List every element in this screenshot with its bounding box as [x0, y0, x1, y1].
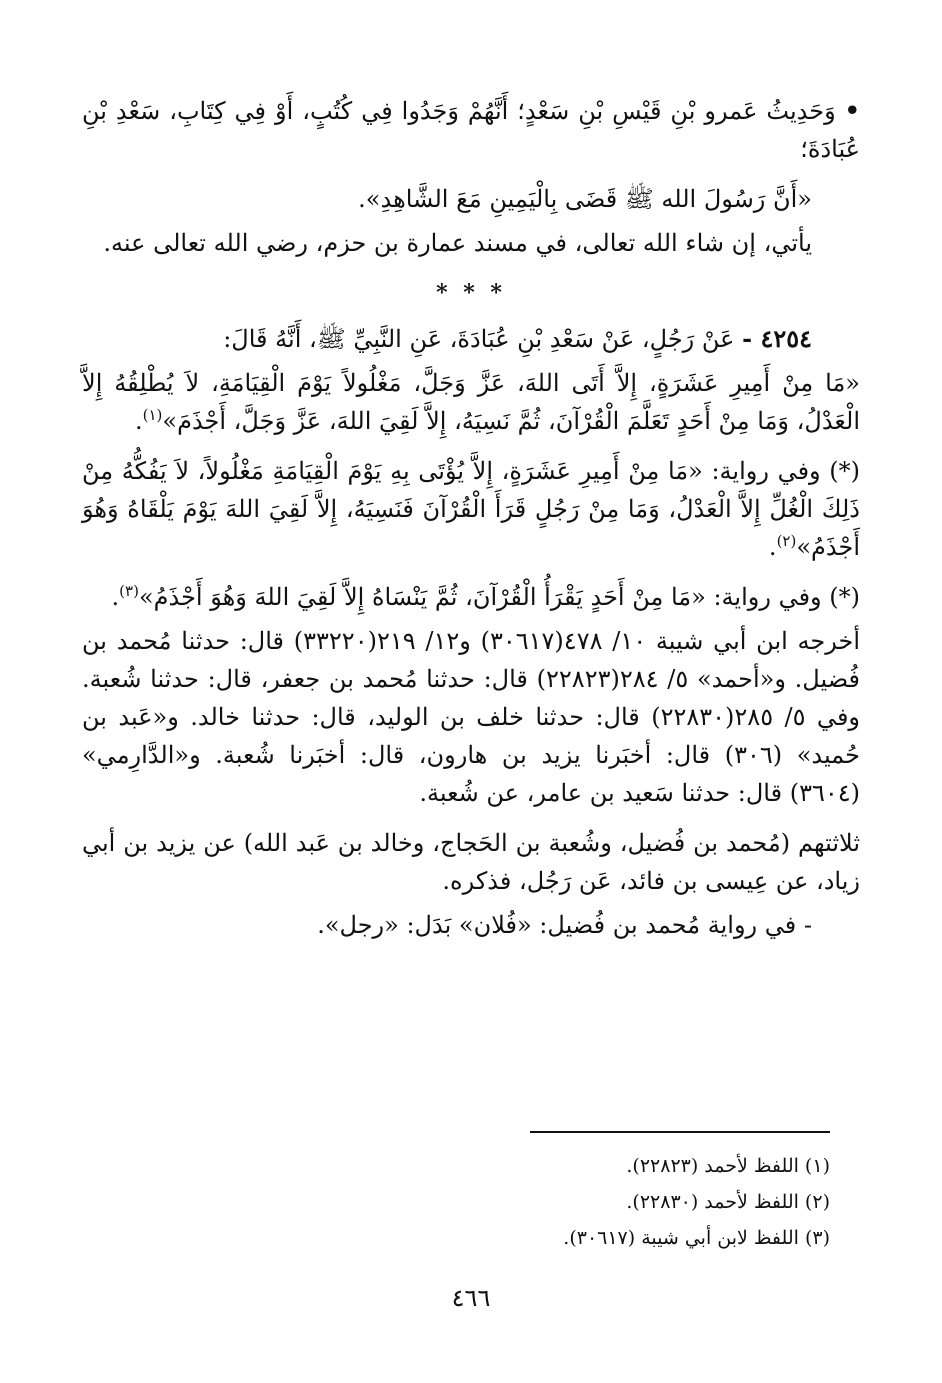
hadith-matn: «مَا مِنْ أَمِيرِ عَشَرَةٍ، إِلاَّ أَتَى اللهَ، عَزَّ وَجَلَّ، مَغْلُولاً يَوْمَ الْقِيَامَةِ، لاَ يُطْلِقُهُ إِلاَّ الْعَدْلُ، وَمَا مِنْ أَحَدٍ تَعَلَّمَ الْقُرْآنَ، ثُمَّ نَسِيَهُ، إِلاَّ لَقِيَ اللهَ، عَزَّ وَجَلَّ، أَجْذَمَ»	[82, 369, 860, 435]
variant-text: (*) وفي رواية: «مَا مِنْ أَمِيرِ عَشَرَةٍ، إِلاَّ يُؤْتَى بِهِ يَوْمَ الْقِيَامَةِ مَغْلُولاً، لاَ يَفُكُّهُ مِنْ ذَلِكَ الْغُلِّ إِلاَّ الْعَدْلُ، وَمَا مِنْ رَجُلٍ قَرَأَ الْقُرْآنَ فَنَسِيَهُ، إِلاَّ لَقِيَ اللهَ يَوْمَ يَلْقَاهُ وَهُوَ أَجْذَمُ»	[82, 457, 860, 561]
takhrij-paragraph: أخرجه ابن أبي شيبة ١٠/ ٤٧٨(٣٠٦١٧) و١٢/ ٢١٩(٣٣٢٢٠) قال: حدثنا مُحمد بن فُضيل. و«أحمد» ٥/ ٢٨٤(٢٢٨٢٣) قال: حدثنا مُحمد بن جعفر، قال: حدثنا شُعبة. وفي ٥/ ٢٨٥(٢٢٨٣٠) قال: حدثنا خلف بن الوليد، قال: حدثنا خالد. و«عَبد بن حُميد» (٣٠٦) قال: أخبَرنا يزيد بن هارون، قال: أخبَرنا شُعبة. و«الدَّارِمي» (٣٦٠٤) قال: حدثنا سَعيد بن عامر، عن شُعبة.	[82, 627, 861, 807]
footnote-marker: (٣)	[119, 582, 139, 600]
hadith-intro	[82, 320, 860, 358]
footnote-item: (٣) اللفظ لابن أبي شيبة (٣٠٦١٧).	[563, 1227, 830, 1249]
bullet-icon: •	[844, 96, 860, 125]
page-number: ٤٦٦	[451, 1284, 491, 1312]
footnote-marker: (٢)	[776, 532, 797, 550]
section-separator: * * *	[436, 280, 506, 306]
hadith-isnad: عَنْ رَجُلٍ، عَنْ سَعْدِ بْنِ عُبَادَةَ، عَنِ النَّبِيِّ ﷺ، أَنَّهُ قَالَ:	[223, 325, 735, 353]
variant-text: (*) وفي رواية: «مَا مِنْ أَحَدٍ يَقْرَأُ الْقُرْآنَ، ثُمَّ يَنْسَاهُ إِلاَّ لَقِيَ اللهَ وَهُوَ أَجْذَمُ»	[138, 583, 860, 611]
entry-line: وَحَدِيثُ عَمرو بْنِ قَيْسِ بْنِ سَعْدٍ؛ أَنَّهُمْ وَجَدُوا فِي كُتُبٍ، أَوْ فِي كِتَابِ، سَعْدِ بْنِ عُبَادَةَ؛	[82, 97, 860, 163]
hadith-variant	[82, 452, 860, 566]
punctuation: .	[768, 533, 777, 561]
hadith-variant	[82, 578, 860, 616]
footnote-divider	[530, 1131, 830, 1133]
entry-cross-reference	[82, 92, 860, 168]
footnotes	[330, 1148, 830, 1256]
footnote-marker: (١)	[142, 406, 163, 424]
main-text	[82, 92, 860, 956]
hadith-number: ٤٢٥٤ -	[742, 324, 812, 353]
punctuation: .	[111, 583, 120, 611]
entry-quote: «أَنَّ رَسُولَ الله ﷺ قَضَى بِالْيَمِينِ مَعَ الشَّاهِدِ».	[358, 185, 812, 213]
punctuation: .	[134, 407, 143, 435]
hadith-text	[82, 364, 860, 440]
takhrij-summary: ثلاثتهم (مُحمد بن فُضيل، وشُعبة بن الحَجاج، وخالد بن عَبد الله) عن يزيد بن أبي زياد، عن عِيسى بن فائد، عَن رَجُل، فذكره.	[82, 829, 860, 895]
takhrij-note: - في رواية مُحمد بن فُضيل: «فُلان» بَدَل: «رجل».	[317, 911, 812, 939]
footnote-item: (٢) اللفظ لأحمد (٢٢٨٣٠).	[626, 1191, 830, 1213]
footnote-item: (١) اللفظ لأحمد (٢٢٨٢٣).	[626, 1155, 830, 1177]
entry-note: يأتي، إن شاء الله تعالى، في مسند عمارة بن حزم، رضي الله تعالى عنه.	[103, 229, 812, 257]
